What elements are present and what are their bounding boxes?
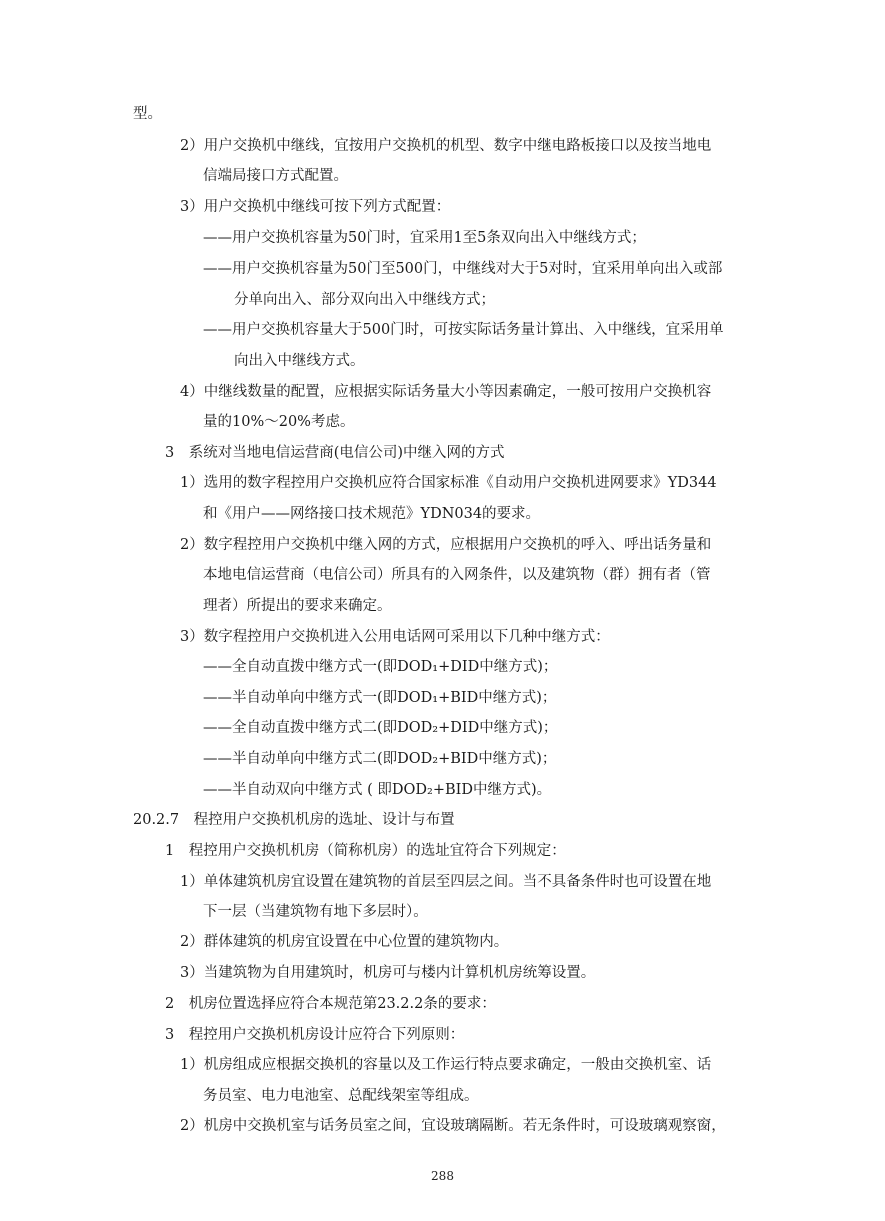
text-line: ——全自动直拨中继方式一(即DOD₁+DID中继方式)； — [203, 659, 558, 675]
text-line: 1）选用的数字程控用户交换机应符合国家标准《自动用户交换机进网要求》YD344 — [180, 475, 717, 491]
text-line: 2）群体建筑的机房宜设置在中心位置的建筑物内。 — [180, 934, 509, 950]
text-line: 2）数字程控用户交换机中继入网的方式，应根据用户交换机的呼入、呼出话务量和 — [180, 537, 712, 553]
text-line: ——用户交换机容量大于500门时，可按实际话务量计算出、入中继线，宜采用单 — [203, 322, 724, 338]
text-line: 4）中继线数量的配置，应根据实际话务量大小等因素确定，一般可按用户交换机容 — [180, 384, 712, 400]
text-line: 1 程控用户交换机机房（简称机房）的选址宜符合下列规定： — [165, 843, 566, 859]
text-line: ——半自动双向中继方式 ( 即DOD₂+BID中继方式)。 — [203, 782, 552, 798]
text-line: 1）机房组成应根据交换机的容量以及工作运行特点要求确定，一般由交换机室、话 — [180, 1057, 712, 1073]
text-line: ——半自动单向中继方式二(即DOD₂+BID中继方式)； — [203, 751, 557, 767]
text-line: 1）单体建筑机房宜设置在建筑物的首层至四层之间。当不具备条件时也可设置在地 — [180, 874, 712, 890]
text-line: 3 程控用户交换机机房设计应符合下列原则： — [165, 1027, 465, 1043]
text-line: 量的10%～20%考虑。 — [203, 414, 355, 430]
text-line: ——半自动单向中继方式一(即DOD₁+BID中继方式)； — [203, 690, 557, 706]
text-line: 务员室、电力电池室、总配线架室等组成。 — [203, 1088, 479, 1104]
text-line: 3）当建筑物为自用建筑时，机房可与楼内计算机机房统筹设置。 — [180, 965, 596, 981]
text-line: 2）机房中交换机室与话务员室之间，宜设玻璃隔断。若无条件时，可设玻璃观察窗， — [180, 1118, 726, 1134]
text-line: 3）数字程控用户交换机进入公用电话网可采用以下几种中继方式： — [180, 629, 610, 645]
text-line: ——用户交换机容量为50门时，宜采用1至5条双向出入中继线方式； — [203, 230, 646, 246]
text-line: 理者）所提出的要求来确定。 — [203, 598, 392, 614]
text-line: 3 系统对当地电信运营商(电信公司)中继入网的方式 — [165, 445, 505, 461]
text-line: 和《用户——网络接口技术规范》YDN034的要求。 — [203, 506, 541, 522]
text-line: 3）用户交换机中继线可按下列方式配置： — [180, 199, 451, 215]
text-line: 型。 — [133, 106, 162, 122]
text-line: 向出入中继线方式。 — [234, 353, 365, 369]
text-line: 信端局接口方式配置。 — [203, 168, 348, 184]
text-line: 2）用户交换机中继线，宜按用户交换机的机型、数字中继电路板接口以及按当地电 — [180, 138, 712, 154]
text-line: ——全自动直拨中继方式二(即DOD₂+DID中继方式)； — [203, 720, 558, 736]
text-line: 分单向出入、部分双向出入中继线方式； — [234, 292, 495, 308]
text-line: 2 机房位置选择应符合本规范第23.2.2条的要求： — [165, 996, 496, 1012]
text-line: 本地电信运营商（电信公司）所具有的入网条件，以及建筑物（群）拥有者（管 — [203, 567, 711, 583]
text-line: ——用户交换机容量为50门至500门，中继线对大于5对时，宜采用单向出入或部 — [203, 261, 723, 277]
section-heading: 20.2.7 程控用户交换机机房的选址、设计与布置 — [133, 812, 455, 828]
text-line: 下一层（当建筑物有地下多层时）。 — [203, 904, 428, 920]
page-number: 288 — [431, 1169, 454, 1183]
